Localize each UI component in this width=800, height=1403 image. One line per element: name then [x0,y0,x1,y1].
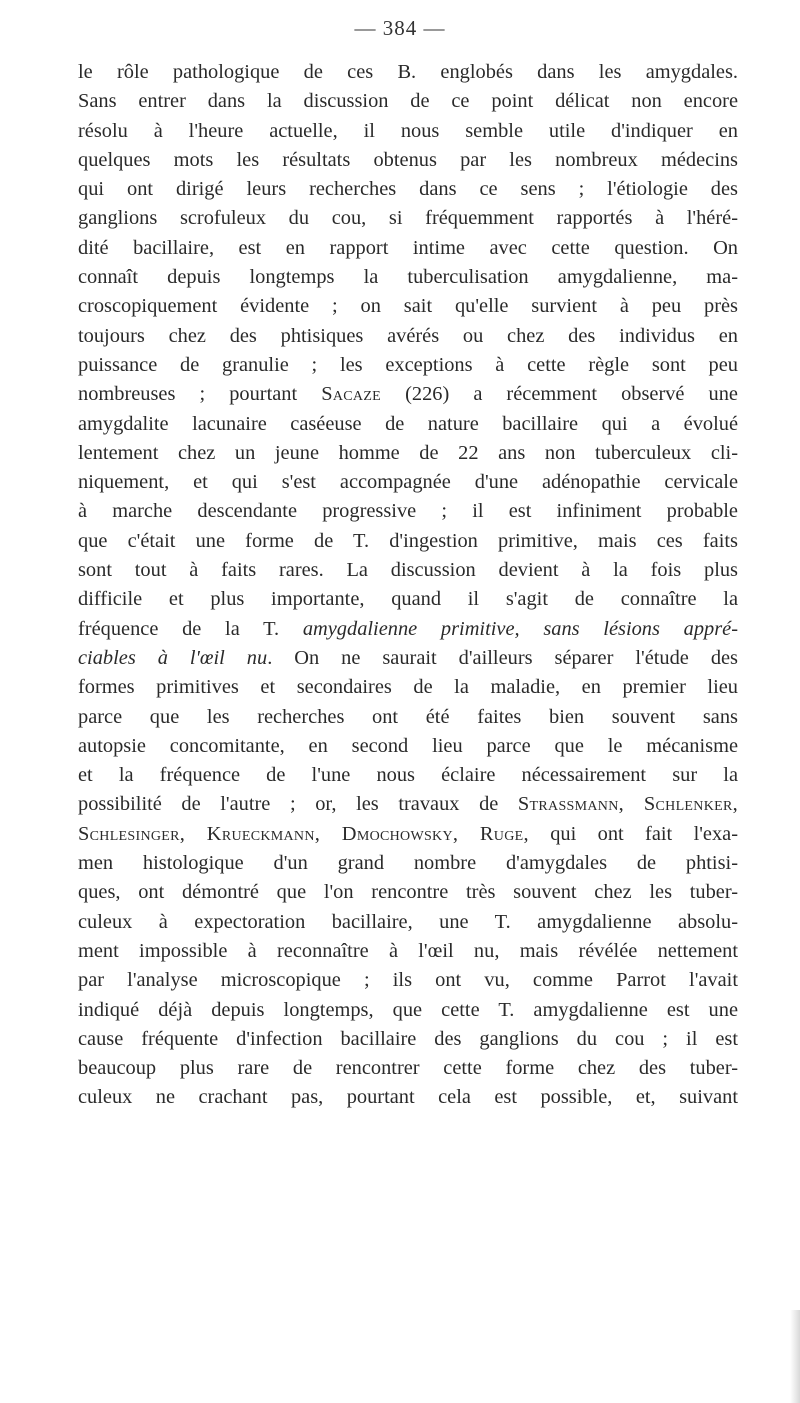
text-line-italic-phrase: fréquence de la T. amygdalienne primitive, sans lésions appré- [78,617,738,640]
text-line: résolu à l'heure actuelle, il nous semble utile d'indiquer en [78,119,738,142]
text-line: cause fréquente d'infection bacillaire des ganglions du cou ; il est [78,1027,738,1050]
text-line: culeux à expectoration bacillaire, une T. amygdalienne absolu- [78,910,738,933]
text-line: croscopiquement évidente ; on sait qu'elle survient à peu près [78,295,738,318]
page-edge-shadow [790,1310,800,1403]
text-line: ques, ont démontré que l'on rencontre très souvent chez les tuber- [78,881,738,904]
text-line: amygdalite lacunaire caséeuse de nature bacillaire qui a évolué [78,412,738,435]
text-line: puissance de granulie ; les exceptions à cette règle sont peu [78,353,738,376]
text-line: que c'était une forme de T. d'ingestion primitive, mais ces faits [78,529,738,552]
text-line: connaît depuis longtemps la tuberculisation amygdalienne, ma- [78,266,738,289]
text-line: difficile et plus importante, quand il s'agit de connaître la [78,588,738,611]
text-line: autopsie concomitante, en second lieu parce que le mécanisme [78,734,738,757]
text-line: ment impossible à reconnaître à l'œil nu, mais révélée nettement [78,939,738,962]
text-line: ganglions scrofuleux du cou, si fréquemment rapportés à l'héré- [78,207,738,230]
text-line: qui ont dirigé leurs recherches dans ce sens ; l'étiologie des [78,178,738,201]
text-line-italic-phrase: ciables à l'œil nu. On ne saurait d'ailleurs séparer l'étude des [78,646,738,669]
text-line: par l'analyse microscopique ; ils ont vu, comme Parrot l'avait [78,969,738,992]
text-line: niquement, et qui s'est accompagnée d'une adénopathie cervicale [78,471,738,494]
text-line-author-sacaze: nombreuses ; pourtant Sacaze (226) a récemment observé une [78,383,738,406]
text-line: beaucoup plus rare de rencontrer cette forme chez des tuber- [78,1057,738,1080]
body-text [78,58,738,1113]
text-line: parce que les recherches ont été faites bien souvent sans [78,705,738,728]
text-line: lentement chez un jeune homme de 22 ans non tuberculeux cli- [78,441,738,464]
text-line: dité bacillaire, est en rapport intime avec cette question. On [78,236,738,259]
text-line: men histologique d'un grand nombre d'amygdales de phtisi- [78,852,738,875]
text-line: le rôle pathologique de ces B. englobés dans les amygdales. [78,61,738,83]
text-line: quelques mots les résultats obtenus par les nombreux médecins [78,148,738,171]
text-line: Sans entrer dans la discussion de ce point délicat non encore [78,90,738,113]
page-number: — 384 — [354,16,446,40]
text-line: et la fréquence de l'une nous éclaire nécessairement sur la [78,764,738,787]
text-line: sont tout à faits rares. La discussion devient à la fois plus [78,559,738,582]
text-line: indiqué déjà depuis longtemps, que cette T. amygdalienne est une [78,998,738,1021]
text-line: formes primitives et secondaires de la maladie, en premier lieu [78,676,738,699]
text-line: à marche descendante progressive ; il est infiniment probable [78,500,738,523]
text-line-author-list: possibilité de l'autre ; or, les travaux de Strassmann, Schlenker, [78,793,738,816]
text-line: culeux ne crachant pas, pourtant cela est possible, et, suivant [78,1086,738,1109]
text-line-author-list: Schlesinger, Krueckmann, Dmochowsky, Ruge, qui ont fait l'exa- [78,822,738,845]
text-line: toujours chez des phtisiques avérés ou chez des individus en [78,324,738,347]
